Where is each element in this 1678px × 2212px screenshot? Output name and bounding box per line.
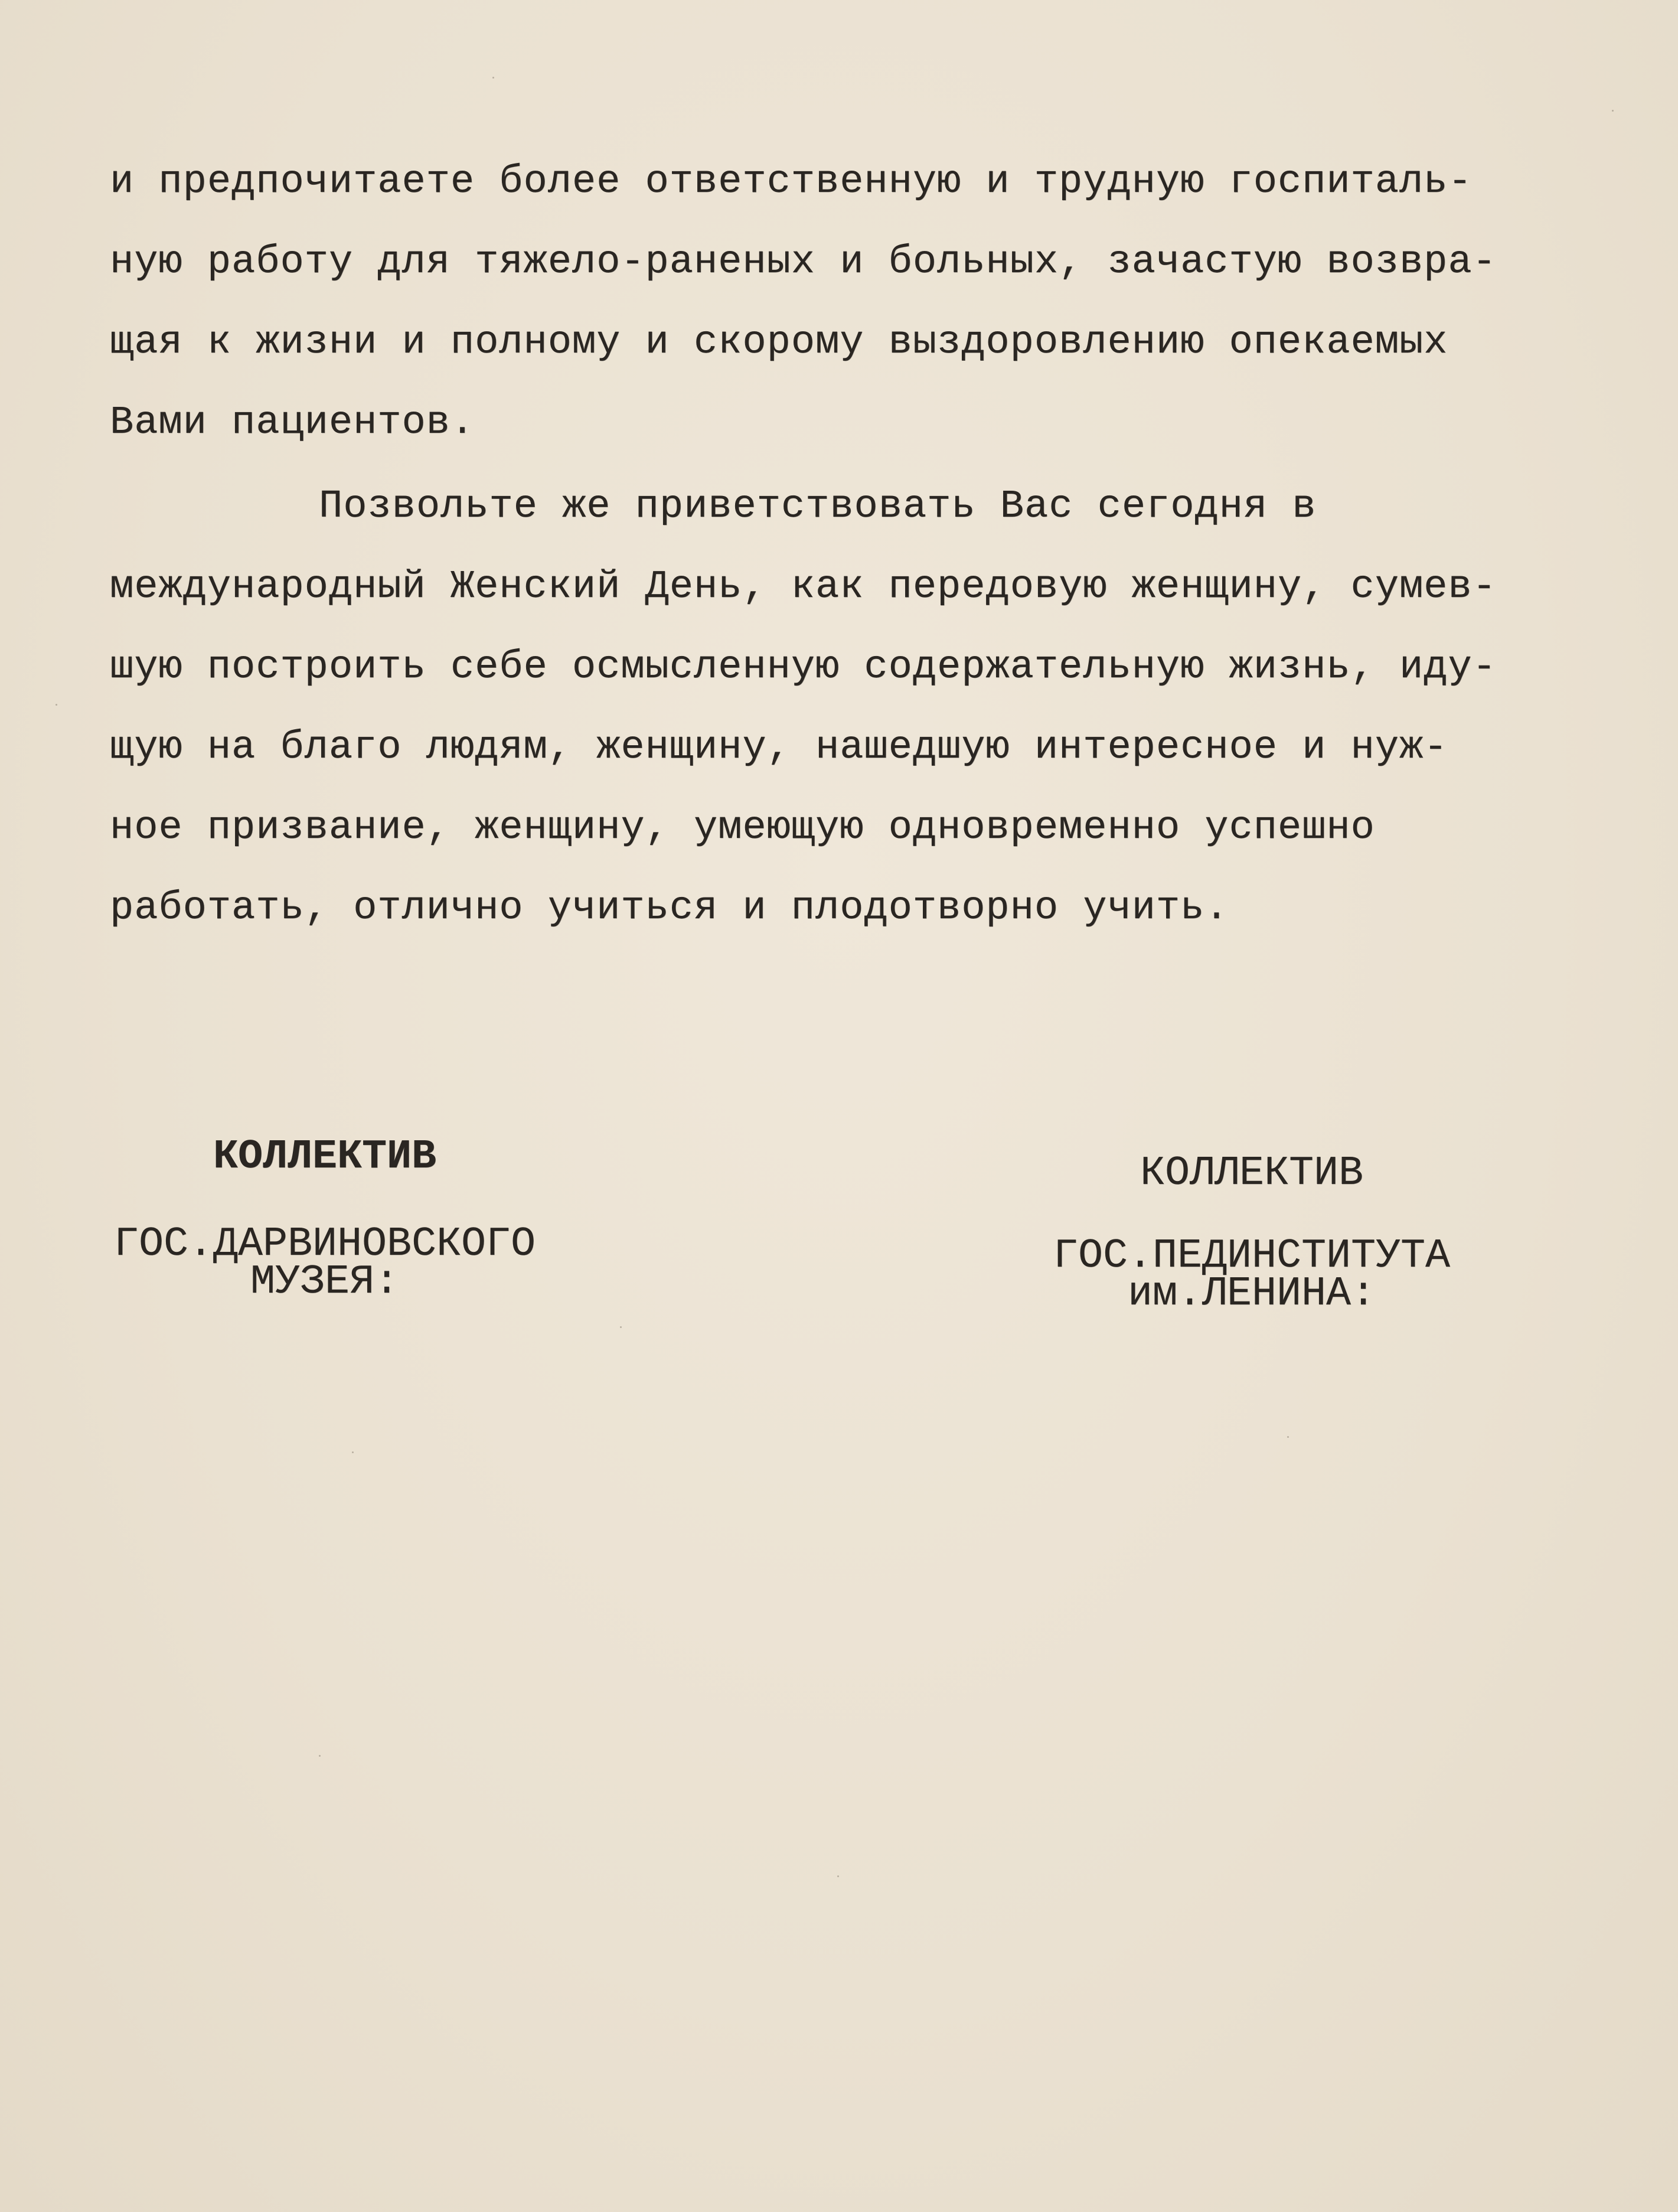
signature-right-institution-cont: им.ЛЕНИНА: xyxy=(1127,1271,1376,1317)
letter-body xyxy=(110,158,1621,931)
paper-speck xyxy=(352,1451,354,1453)
paragraph-1-line-2: ную работу для тяжело-раненых и больных, зачастую возвра- xyxy=(110,240,1497,285)
paragraph-2-line-5: ное призвание, женщину, умеющую одновременно успешно xyxy=(110,805,1375,850)
paper-speck xyxy=(1612,110,1614,112)
signature-left-institution-cont: МУЗЕЯ: xyxy=(250,1259,400,1306)
paragraph-1-line-4: Вами пациентов. xyxy=(110,400,475,445)
signature-left-heading: КОЛЛЕКТИВ xyxy=(213,1134,437,1180)
paper-speck xyxy=(837,1875,839,1877)
paragraph-2-line-3: шую построить себе осмысленную содержательную жизнь, иду- xyxy=(110,645,1497,690)
paper-speck xyxy=(492,77,494,79)
paragraph-1-line-1: и предпочитаете более ответственную и трудную госпиталь- xyxy=(110,159,1473,204)
paragraph-2-line-6: работать, отлично учиться и плодотворно учить. xyxy=(110,886,1229,931)
signature-right xyxy=(1027,1150,1476,1345)
paragraph-2-line-1: Позвольте же приветствовать Вас сегодня в xyxy=(319,484,1317,529)
signature-right-heading: КОЛЛЕКТИВ xyxy=(1140,1150,1364,1197)
signature-right-institution: ГОС.ПЕДИНСТИТУТА xyxy=(1053,1233,1451,1280)
paragraph-1-line-3: щая к жизни и полному и скорому выздоровлению опекаемых xyxy=(110,320,1448,365)
paragraph-2-line-2: международный Женский День, как передовую женщину, сумев- xyxy=(110,565,1497,609)
paragraph-2-line-4: щую на благо людям, женщину, нашедшую интересное и нуж- xyxy=(110,725,1448,770)
paper-speck xyxy=(56,704,57,706)
signature-left xyxy=(94,1134,555,1329)
signature-left-institution: ГОС.ДАРВИНОВСКОГО xyxy=(113,1221,536,1268)
paper-speck xyxy=(1287,1436,1289,1438)
paper-speck xyxy=(319,1755,321,1757)
paper-speck xyxy=(620,1326,622,1328)
